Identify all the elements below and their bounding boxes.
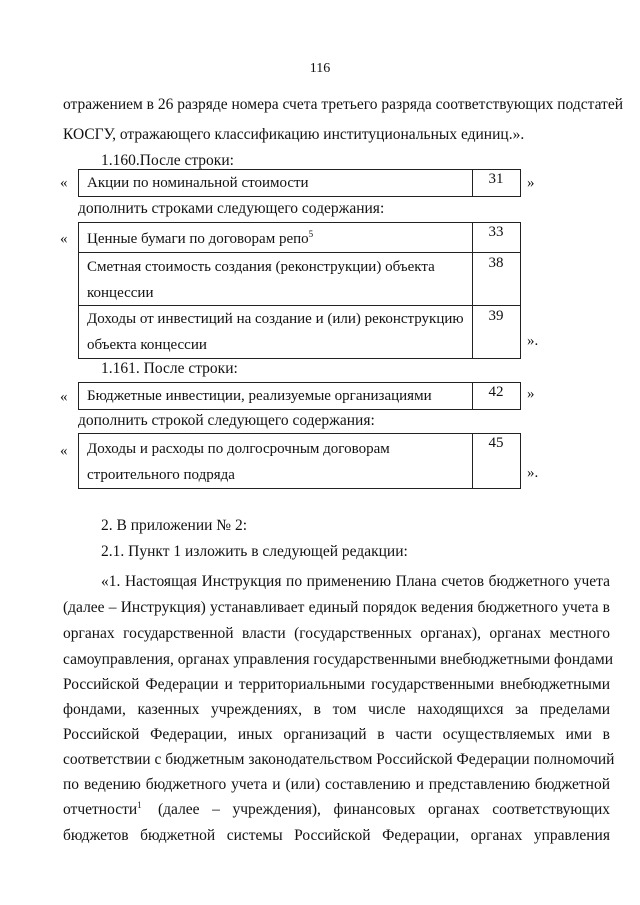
appendix-line: фондами, казенных учреждениях, в том числе находящихся за пределами <box>63 701 610 718</box>
table-cell-text: концессии <box>87 285 154 301</box>
close-quote: ». <box>527 465 539 481</box>
table-cell-text: Акции по номинальной стоимости <box>87 175 309 191</box>
table-new-row-161 <box>78 433 521 489</box>
table-cell-code: 38 <box>488 255 504 271</box>
appendix-line: (далее – Инструкция) устанавливает единый порядок ведения бюджетного учета в <box>63 599 610 616</box>
table-new-rows-160 <box>78 222 521 359</box>
appendix-line: бюджетов бюджетной системы Российской Федерации, органах управления <box>63 827 610 844</box>
table-cell-text: Доходы от инвестиций на создание и (или) реконструкцию <box>87 311 464 327</box>
section-heading-1-161: 1.161. После строки: <box>101 360 238 377</box>
table-cell-text: Ценные бумаги по договорам репо$^5$ <box>87 229 314 247</box>
paragraph-line: КОСГУ, отражающего классификацию институциональных единиц.». <box>63 126 525 143</box>
appendix-line: (далее – учреждения), финансовых органах соответствующих <box>158 801 610 818</box>
close-quote: » <box>527 175 535 191</box>
appendix-line: «1. Настоящая Инструкция по применению Плана счетов бюджетного учета <box>101 573 610 590</box>
paragraph-line: отражением в 26 разряде номера счета третьего разряда соответствующих подстатей <box>63 96 624 113</box>
table-cell-text: объекта концессии <box>87 337 207 353</box>
table-row <box>79 223 520 253</box>
appendix-line: Российской Федерации и территориальными государственными внебюджетными <box>63 676 610 693</box>
appendix-line: самоуправления, органах управления государственными внебюджетными фондами <box>63 651 614 668</box>
table-cell-code: 39 <box>488 308 504 324</box>
table-divider <box>472 223 473 358</box>
open-quote: « <box>60 389 68 405</box>
appendix-line: соответствии с бюджетным законодательством Российской Федерации полномочий <box>63 751 615 768</box>
open-quote: « <box>60 231 68 247</box>
appendix-line: отчетности$^1$ <box>63 799 142 818</box>
table-cell-code: 42 <box>488 384 504 400</box>
table-cell-text: Сметная стоимость создания (реконструкции) объекта <box>87 259 435 275</box>
open-quote: « <box>60 175 68 191</box>
table-row <box>79 306 520 358</box>
table-cell-code: 45 <box>488 435 504 451</box>
appendix-line: органах государственной власти (государственных органах), органах местного <box>63 625 610 642</box>
table-existing-row-161 <box>78 382 521 410</box>
table-cell-code: 31 <box>488 171 504 187</box>
appendix-line: Российской Федерации, иных организаций в части осуществляемых ими в <box>63 726 610 743</box>
table-cell-text: строительного подряда <box>87 467 235 483</box>
add-rows-text: дополнить строками следующего содержания: <box>78 200 385 217</box>
appendix-line: по ведению бюджетного учета и (или) составлению и представлению бюджетной <box>63 776 610 793</box>
table-existing-row-160 <box>78 169 521 197</box>
table-cell-code: 33 <box>488 224 504 240</box>
open-quote: « <box>60 443 68 459</box>
appendix-subheading: 2.1. Пункт 1 изложить в следующей редакции: <box>101 543 408 560</box>
table-cell-text: Доходы и расходы по долгосрочным договорам <box>87 441 390 457</box>
table-cell-text: Бюджетные инвестиции, реализуемые организациями <box>87 388 432 404</box>
page-number: 116 <box>309 61 331 76</box>
appendix-heading: 2. В приложении № 2: <box>101 517 248 534</box>
section-heading-1-160: 1.160.После строки: <box>101 152 234 169</box>
add-row-text: дополнить строкой следующего содержания: <box>78 412 375 429</box>
close-quote: ». <box>527 333 539 349</box>
table-row <box>79 253 520 306</box>
close-quote: » <box>527 386 535 402</box>
